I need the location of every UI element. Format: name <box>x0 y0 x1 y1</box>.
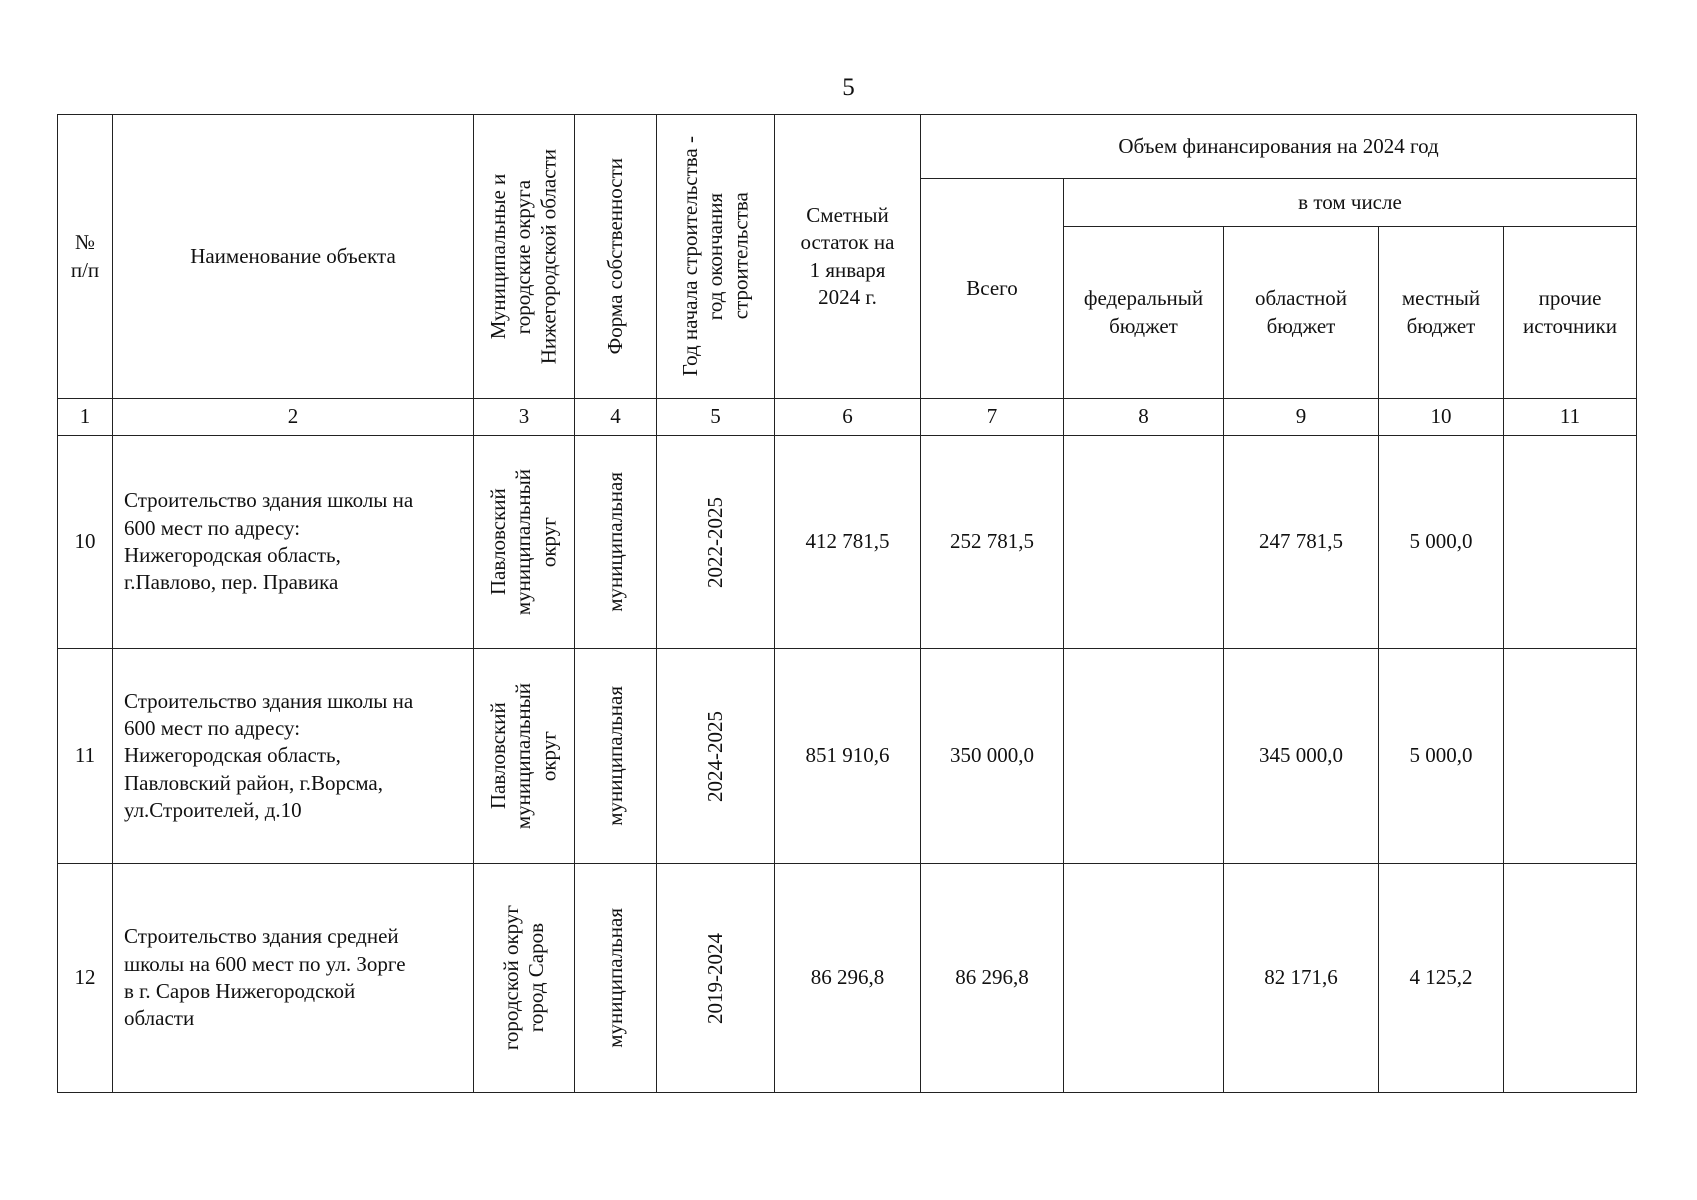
column-number: 10 <box>1379 399 1504 436</box>
row-ownership <box>575 436 657 649</box>
row-remainder: 412 781,5 <box>775 436 921 649</box>
row-remainder: 851 910,6 <box>775 649 921 864</box>
row-years <box>657 436 775 649</box>
page-number: 5 <box>842 74 855 101</box>
column-number: 8 <box>1064 399 1224 436</box>
row-other <box>1504 649 1637 864</box>
column-number: 6 <box>775 399 921 436</box>
row-local: 4 125,2 <box>1379 864 1504 1093</box>
header-municipality <box>474 115 575 399</box>
row-num: 10 <box>58 436 113 649</box>
row-remainder: 86 296,8 <box>775 864 921 1093</box>
row-years-text: 2022-2025 <box>702 496 727 588</box>
row-years <box>657 649 775 864</box>
row-municipality <box>474 436 575 649</box>
column-number-row <box>58 399 1637 436</box>
row-num: 12 <box>58 864 113 1093</box>
column-number: 11 <box>1504 399 1637 436</box>
row-other <box>1504 436 1637 649</box>
row-local: 5 000,0 <box>1379 436 1504 649</box>
header-municipality-text: Муниципальные и городские округа Нижегородской области <box>486 148 561 365</box>
header-remainder: Сметный остаток на 1 января 2024 г. <box>775 115 921 399</box>
row-municipality <box>474 864 575 1093</box>
header-financing: Объем финансирования на 2024 год <box>921 115 1637 179</box>
header-row-1 <box>58 115 1637 179</box>
row-total: 252 781,5 <box>921 436 1064 649</box>
row-other <box>1504 864 1637 1093</box>
header-including: в том числе <box>1064 179 1637 227</box>
column-number: 9 <box>1224 399 1379 436</box>
row-federal <box>1064 649 1224 864</box>
column-number: 4 <box>575 399 657 436</box>
header-num: № п/п <box>58 115 113 399</box>
row-object-name: Строительство здания школы на 600 мест по адресу: Нижегородская область, г.Павлово, пер. Правика <box>113 436 474 649</box>
row-object-name: Строительство здания средней школы на 600 мест по ул. Зорге в г. Саров Нижегородской области <box>113 864 474 1093</box>
row-object-name: Строительство здания школы на 600 мест по адресу: Нижегородская область, Павловский район, г.Ворсма, ул.Строителей, д.10 <box>113 649 474 864</box>
table-row <box>58 864 1637 1093</box>
column-number: 2 <box>113 399 474 436</box>
row-ownership-text: муниципальная <box>602 908 627 1048</box>
row-regional: 82 171,6 <box>1224 864 1379 1093</box>
row-municipality-text: городской округ город Саров <box>498 905 548 1051</box>
row-regional: 247 781,5 <box>1224 436 1379 649</box>
header-years <box>657 115 775 399</box>
header-other: прочие источники <box>1504 227 1637 399</box>
row-years-text: 2024-2025 <box>702 710 727 802</box>
column-number: 5 <box>657 399 775 436</box>
row-num: 11 <box>58 649 113 864</box>
financing-table <box>57 114 1637 1093</box>
row-municipality-text: Павловский муниципальный округ <box>486 682 561 830</box>
table-row <box>58 436 1637 649</box>
header-ownership-text: Форма собственности <box>602 158 627 355</box>
row-municipality <box>474 649 575 864</box>
row-local: 5 000,0 <box>1379 649 1504 864</box>
column-number: 3 <box>474 399 575 436</box>
column-number: 7 <box>921 399 1064 436</box>
row-years-text: 2019-2024 <box>702 932 727 1024</box>
row-total: 86 296,8 <box>921 864 1064 1093</box>
column-number: 1 <box>58 399 113 436</box>
header-regional: областной бюджет <box>1224 227 1379 399</box>
row-ownership-text: муниципальная <box>602 472 627 612</box>
row-ownership <box>575 864 657 1093</box>
row-ownership <box>575 649 657 864</box>
row-regional: 345 000,0 <box>1224 649 1379 864</box>
header-name: Наименование объекта <box>113 115 474 399</box>
header-total: Всего <box>921 179 1064 399</box>
table-row <box>58 649 1637 864</box>
header-ownership <box>575 115 657 399</box>
row-total: 350 000,0 <box>921 649 1064 864</box>
row-federal <box>1064 436 1224 649</box>
header-local: местный бюджет <box>1379 227 1504 399</box>
row-municipality-text: Павловский муниципальный округ <box>486 468 561 616</box>
header-years-text: Год начала строительства - год окончания строительства <box>677 136 753 377</box>
row-years <box>657 864 775 1093</box>
row-federal <box>1064 864 1224 1093</box>
row-ownership-text: муниципальная <box>602 686 627 826</box>
header-federal: федеральный бюджет <box>1064 227 1224 399</box>
